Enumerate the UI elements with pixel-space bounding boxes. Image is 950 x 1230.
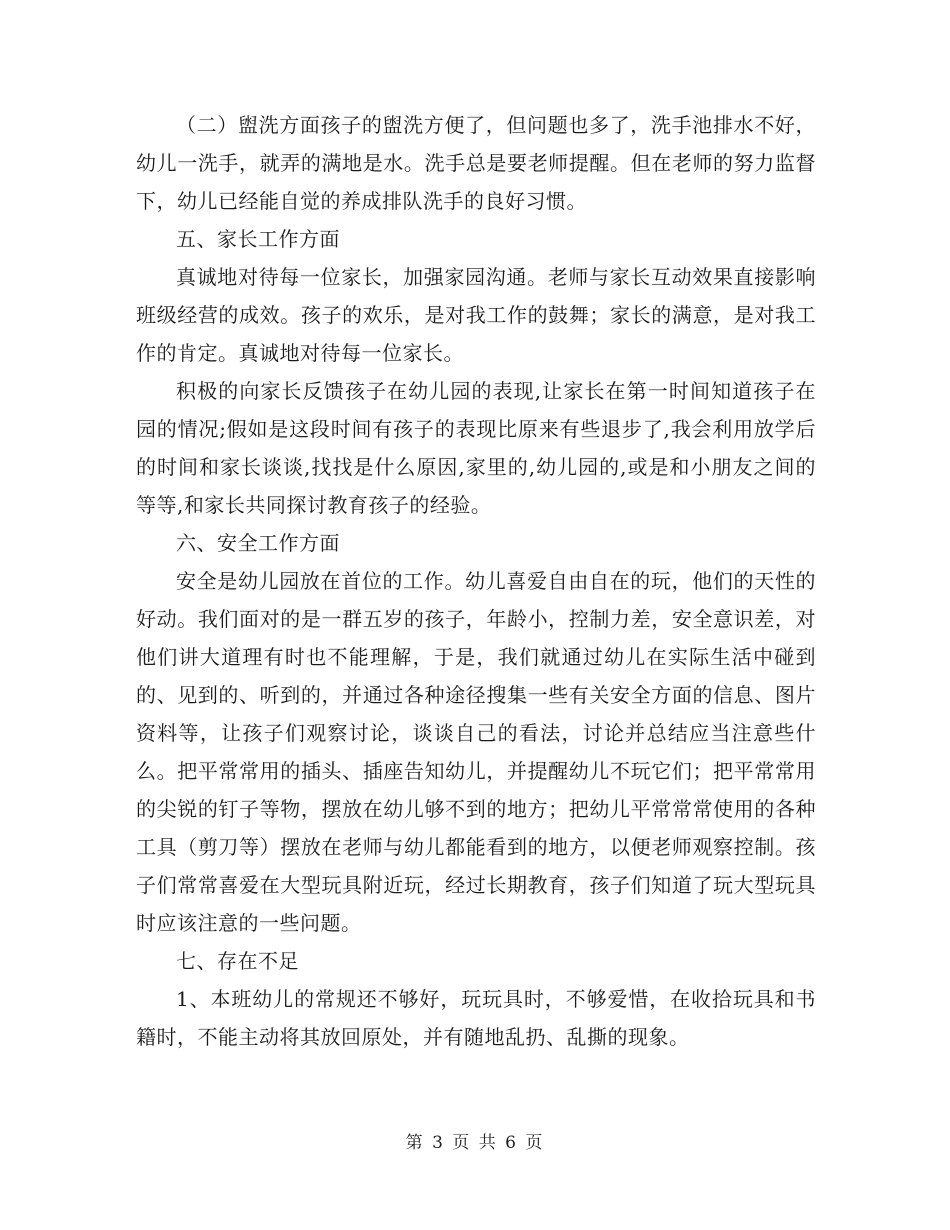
paragraph-parents-communication: 真诚地对待每一位家长，加强家园沟通。老师与家长互动效果直接影响班级经营的成效。孩子的欢乐，是对我工作的鼓舞；家长的满意，是对我工作的肯定。真诚地对待每一位家长。 <box>136 265 816 365</box>
document-body <box>136 106 816 1056</box>
paragraph-safety: 安全是幼儿园放在首位的工作。幼儿喜爱自由自在的玩，他们的天性的好动。我们面对的是一群五岁的孩子，年龄小，控制力差，安全意识差，对他们讲大道理有时也不能理解，于是，我们就通过幼儿在实际生活中碰到的、见到的、听到的，并通过各种途径搜集一些有关安全方面的信息、图片资料等，让孩子们观察讨论，谈谈自己的看法，讨论并总结应当注意些什么。把平常常用的插头、插座告知幼儿，并提醒幼儿不玩它们；把平常常用的尖锐的钉子等物，摆放在幼儿够不到的地方；把幼儿平常常常使用的各种工具（剪刀等）摆放在老师与幼儿都能看到的地方，以便老师观察控制。孩子们常常喜爱在大型玩具附近玩，经过长期教育，孩子们知道了玩大型玩具时应该注意的一些问题。 <box>136 569 816 935</box>
page-number-footer: 第 3 页 共 6 页 <box>405 1133 545 1153</box>
section-heading-parents: 五、家长工作方面 <box>176 227 340 251</box>
paragraph-washing: （二）盥洗方面孩子的盥洗方便了，但问题也多了，洗手池排水不好，幼儿一洗手，就弄的满地是水。洗手总是要老师提醒。但在老师的努力监督下，幼儿已经能自觉的养成排队洗手的良好习惯。 <box>136 113 816 213</box>
section-heading-shortcomings: 七、存在不足 <box>176 949 299 973</box>
section-heading-safety: 六、安全工作方面 <box>176 531 340 555</box>
paragraph-shortcomings-1: 1、本班幼儿的常规还不够好，玩玩具时，不够爱惜，在收拾玩具和书籍时，不能主动将其放回原处，并有随地乱扔、乱撕的现象。 <box>136 987 816 1049</box>
paragraph-parents-feedback: 积极的向家长反馈孩子在幼儿园的表现,让家长在第一时间知道孩子在园的情况;假如是这段时间有孩子的表现比原来有些退步了,我会利用放学后的时间和家长谈谈,找找是什么原因,家里的,幼儿园的,或是和小朋友之间的等等,和家长共同探讨教育孩子的经验。 <box>136 379 816 517</box>
